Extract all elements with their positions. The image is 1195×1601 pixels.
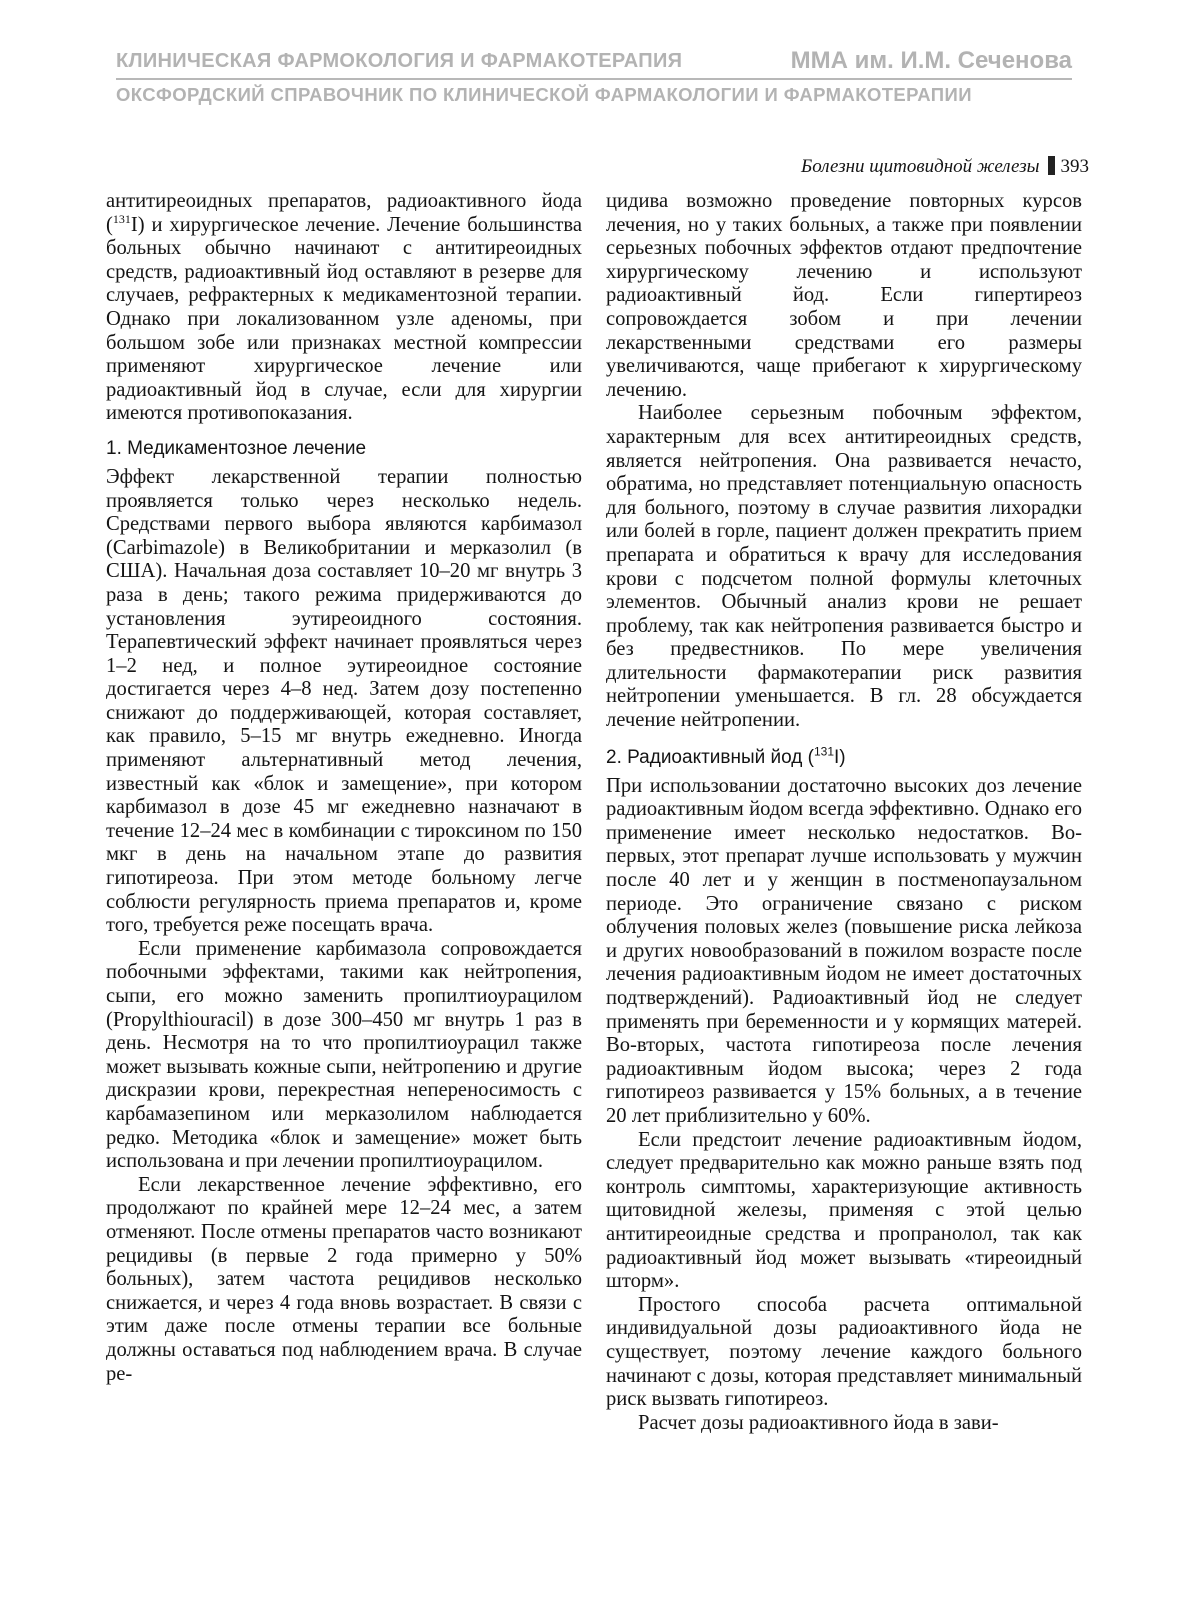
superscript: 131: [112, 211, 131, 226]
page-number: 393: [1060, 156, 1089, 177]
banner-line-1: [116, 47, 1072, 74]
text-run: антитиреоидных препаратов, радиоактивного йода (: [106, 190, 582, 236]
left-column: [106, 190, 582, 1386]
text-run: 2. Радиоактивный йод (: [606, 746, 814, 768]
banner-book-title: ОКСФОРДСКИЙ СПРАВОЧНИК ПО КЛИНИЧЕСКОЙ ФАРМАКОЛОГИИ И ФАРМАКОТЕРАПИИ: [116, 84, 972, 105]
paragraph: Если лекарственное лечение эффективно, его продолжают по крайней мере 12–24 мес, а затем отменяют. После отмены препаратов часто возникают рецидивы (в первые 2 года примерно у 50% больных), затем частота рецидивов несколько снижается, и через 4 года вновь возрастает. В связи с этим даже после отмены терапии все больные должны оставаться под наблюдением врача. В случае ре-: [106, 1173, 582, 1385]
paragraph: Если предстоит лечение радиоактивным йодом, следует предварительно как можно раньше взять под контроль симптомы, характеризующие активность щитовидной железы, применяя с этой целью антитиреоидные средства и пропранолол, так как радиоактивный йод может вызывать «тиреоидный шторм».: [606, 1128, 1082, 1293]
paragraph: Расчет дозы радиоактивного йода в зави-: [638, 1411, 999, 1434]
paragraph: Простого способа расчета оптимальной индивидуальной дозы радиоактивного йода не существует, поэтому лечение каждого больного начинают с дозы, которая представляет минимальный риск вызвать гипотиреоз.: [606, 1293, 1082, 1411]
paragraph: При использовании достаточно высоких доз лечение радиоактивным йодом всегда эффективно. Однако его применение имеет несколько недостатков. Во-первых, этот препарат лучше использовать у мужчин после 40 лет и у женщин в постменопаузальном периоде. Это ограничение связано с риском облучения половых желез (повышение риска лейкоза и других новообразований в пожилом возрасте после лечения радиоактивным йодом не имеет достаточных подтверждений). Радиоактивный йод не следует применять при беременности и у кормящих матерей. Во-вторых, частота гипотиреоза после лечения радиоактивным йодом высока; через 2 года гипотиреоз развивается у 15% больных, а в течение 20 лет приблизительно у 60%.: [606, 774, 1082, 1127]
paragraph: Если применение карбимазола сопровождается побочными эффектами, такими как нейтропения, сыпи, его можно заменить пропилтиоурацилом (Propylthiouracil) в дозе 300–450 мг внутрь 1 раз в день. Несмотря на то что пропилтиоурацил также может вызывать кожные сыпи, нейтропению и другие дискразии крови, перекрестная непереносимость с карбамазепином или мерказолилом наблюдается редко. Методика «блок и замещение» может быть использована и при лечении пропилтиоурацилом.: [106, 937, 582, 1173]
banner-divider: [116, 78, 1072, 80]
chapter-title: Болезни щитовидной железы: [801, 156, 1040, 177]
section-marker: [1048, 156, 1055, 175]
text-run: I) и хирургическое лечение. Лечение большинства больных обычно начинают с антитиреоидных средств, радиоактивный йод оставляют в резерве для случаев, рефрактерных к медикаментозной терапии. Однако при локализованном узле аденомы, при большом зобе или признаках местной компрессии применяют хирургическое лечение или радиоактивный йод в случае, если для хирургии имеются противопоказания.: [106, 213, 582, 425]
section-heading-radioiodine: [606, 746, 1082, 769]
right-column: [606, 190, 1082, 1435]
text-run: I): [834, 746, 846, 768]
section-heading-medication: 1. Медикаментозное лечение: [106, 437, 367, 459]
paragraph: цидива возможно проведение повторных курсов лечения, но у таких больных, а также при появлении серьезных побочных эффектов отдают предпочтение хирургическому лечению и используют радиоактивный йод. Если гипертиреоз сопровождается зобом и при лечении лекарственными средствами его размеры увеличиваются, чаще прибегают к хирургическому лечению.: [606, 190, 1082, 401]
running-head: [801, 156, 1089, 178]
paragraph: Наиболее серьезным побочным эффектом, характерным для всех антитиреоидных средств, является нейтропения. Она развивается нечасто, обратима, но представляет потенциальную опасность для больного, поэтому в случае развития лихорадки или болей в горле, пациент должен прекратить прием препарата и обратиться к врачу для исследования крови с подсчетом полной формулы клеточных элементов. Обычный анализ крови не решает проблему, так как нейтропения развивается быстро и без предвестников. По мере увеличения длительности фармакотерапии риск развития нейтропении уменьшается. В гл. 28 обсуждается лечение нейтропении.: [606, 402, 1082, 732]
banner-institution: ММА им. И.М. Сеченова: [790, 47, 1072, 74]
banner-course-title: КЛИНИЧЕСКАЯ ФАРМОКОЛОГИЯ И ФАРМАКОТЕРАПИЯ: [116, 50, 683, 72]
paragraph: [106, 190, 582, 426]
paragraph: Эффект лекарственной терапии полностью проявляется только через несколько недель. Средствами первого выбора являются карбимазол (Carbimazole) в Великобритании и мерказолил (в США). Начальная доза составляет 10–20 мг внутрь 3 раза в день; такого режима придерживаются до установления эутиреоидного состояния. Терапевтический эффект начинает проявляться через 1–2 нед, и полное эутиреоидное состояние достигается через 4–8 нед. Затем дозу постепенно снижают до поддерживающей, которая составляет, как правило, 5–15 мг внутрь ежедневно. Иногда применяют альтернативный метод лечения, известный как «блок и замещение», при котором карбимазол в дозе 45 мг ежедневно назначают в течение 12–24 мес в комбинации с тироксином по 150 мкг в день на начальном этапе до развития гипотиреоза. При этом методе больному легче соблюсти регулярность приема препаратов и, кроме того, требуется реже посещать врача.: [106, 465, 582, 937]
superscript: 131: [814, 744, 835, 759]
